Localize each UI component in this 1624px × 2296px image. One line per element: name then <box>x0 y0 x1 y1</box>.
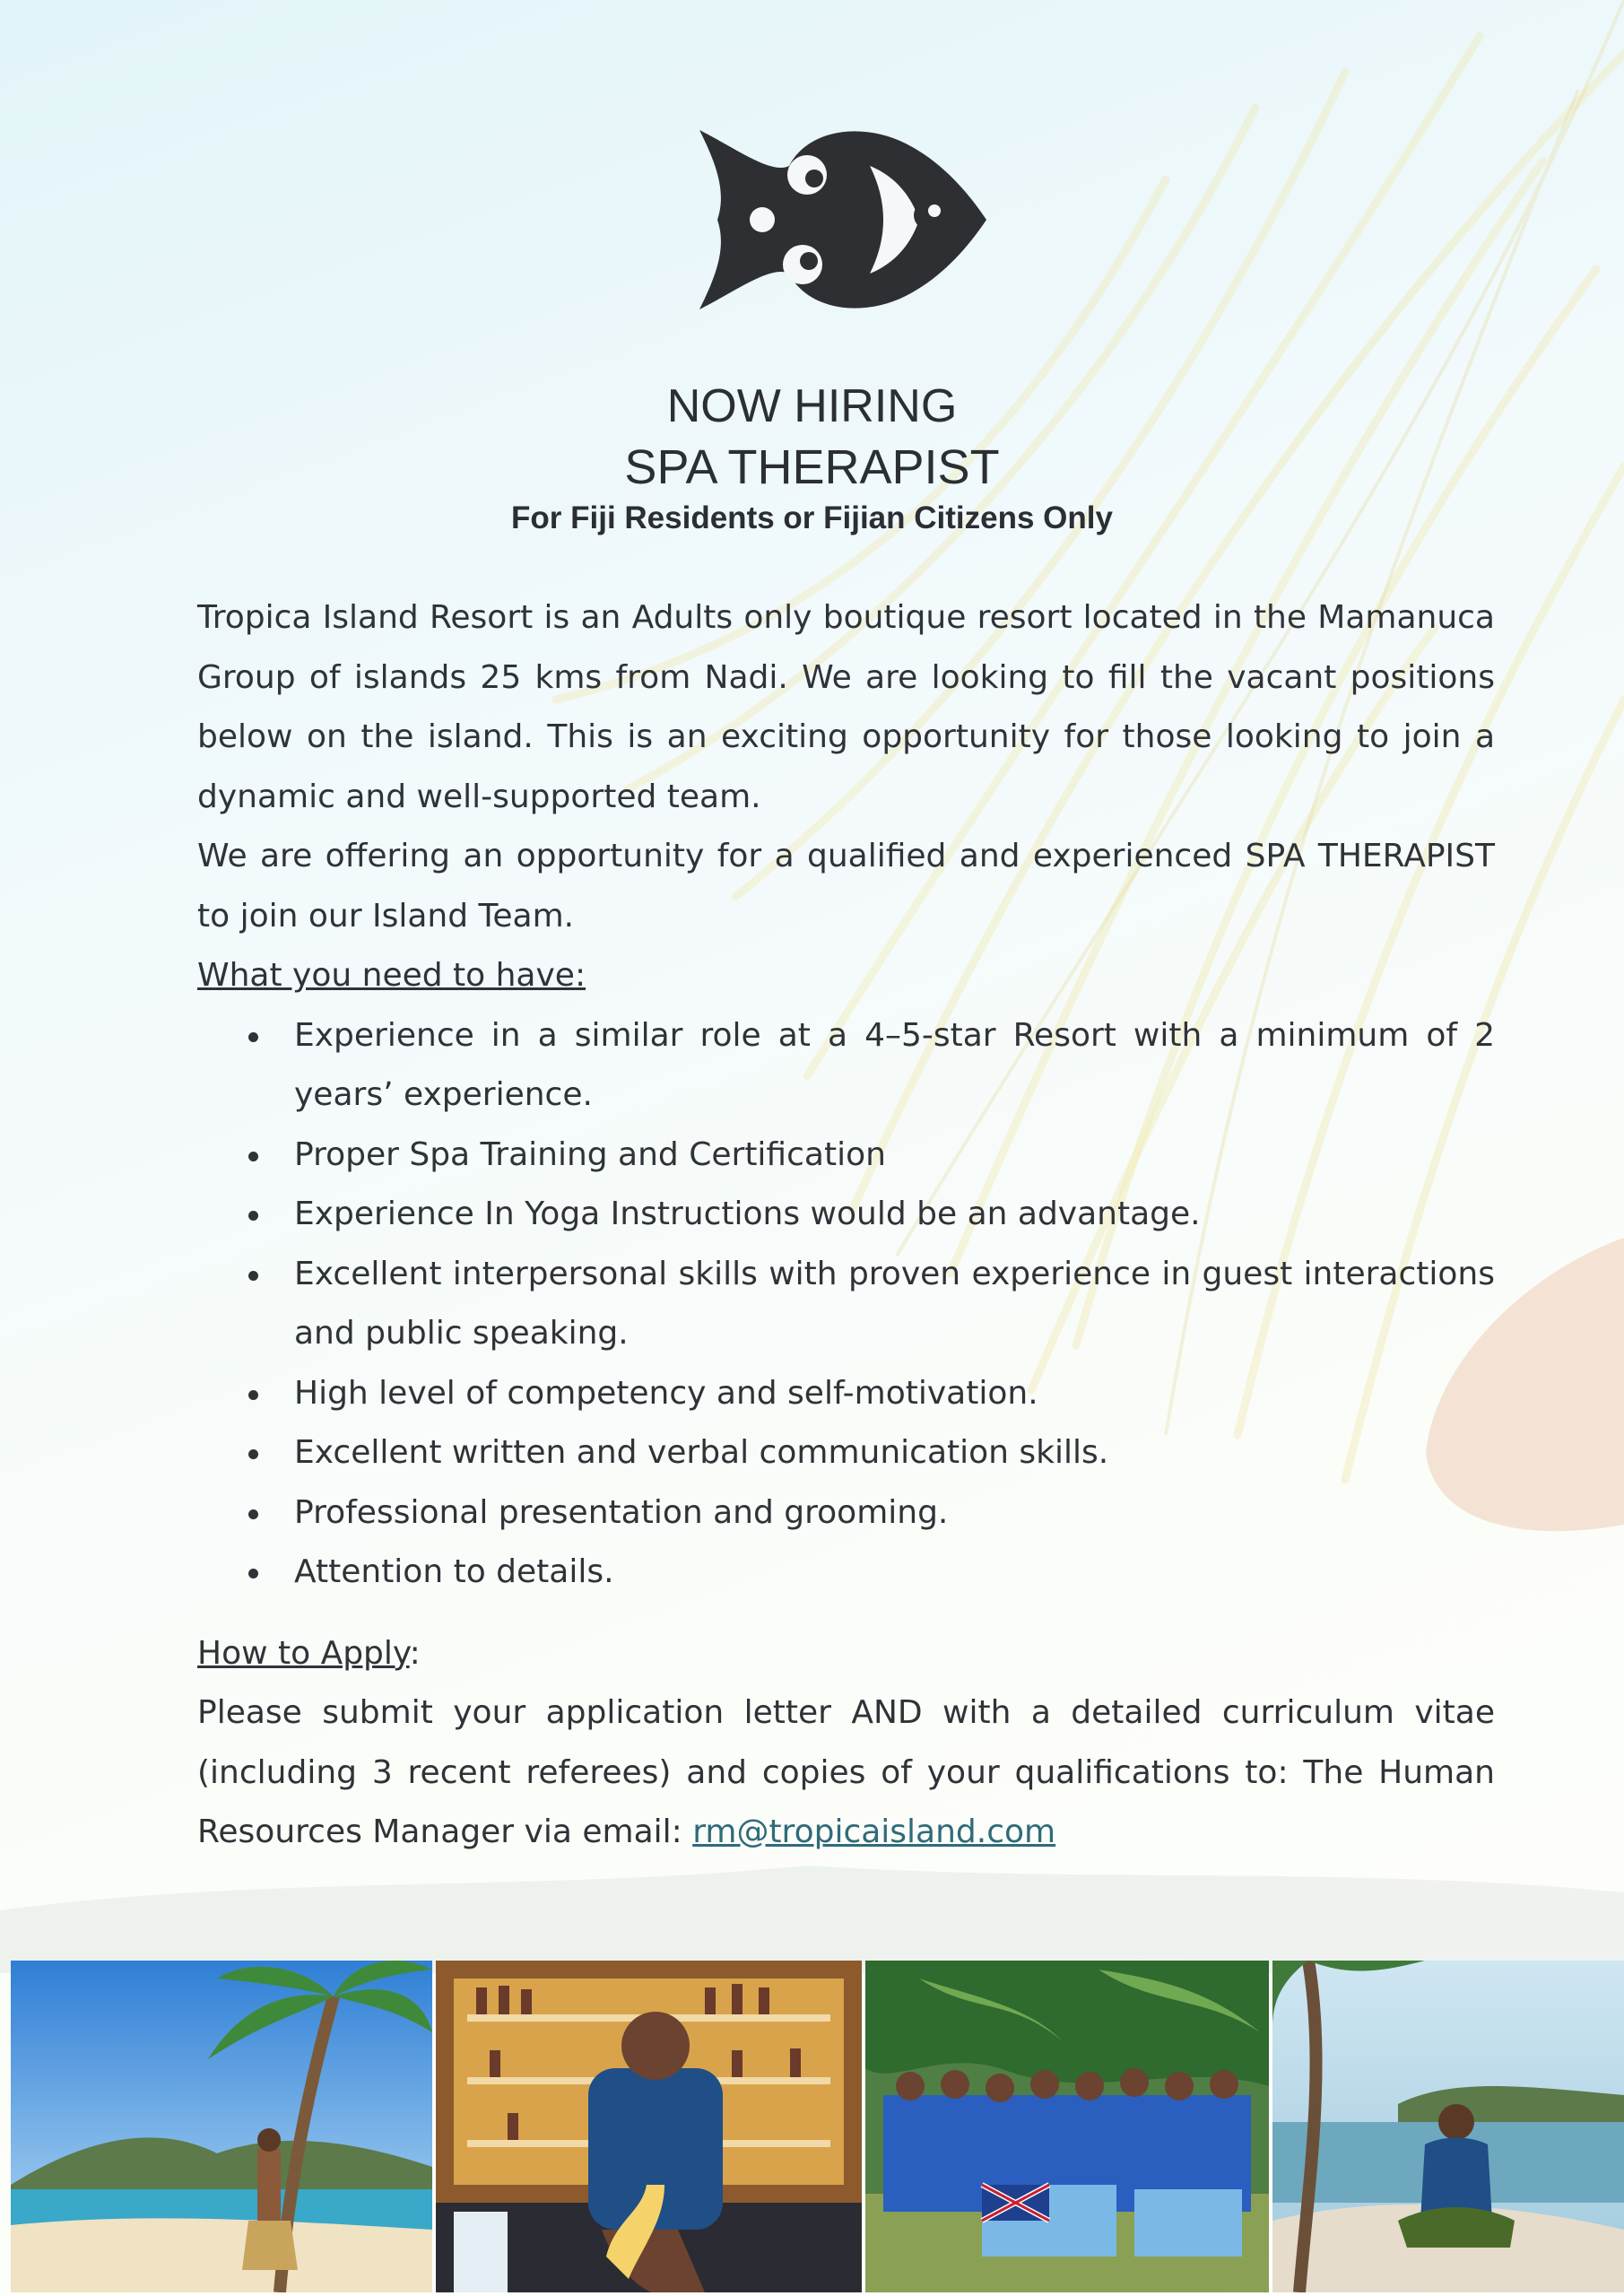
list-item: Excellent written and verbal communication skills. <box>197 1423 1495 1483</box>
intro-paragraph: Tropica Island Resort is an Adults only boutique resort located in the Mamanuca Group of islands 25 kms from Nadi. We are looking to fill the vacant positions below on the island. This is an exciting opportunity for those looking to join a dynamic and well-supported team. <box>197 599 1495 815</box>
staff-beach-photo <box>1272 1961 1624 2292</box>
bartender-photo <box>436 1961 862 2292</box>
job-description <box>197 588 1495 1863</box>
list-item: Excellent interpersonal skills with proven experience in guest interactions and public speaking. <box>197 1245 1495 1364</box>
beach-palm-photo <box>11 1961 432 2292</box>
list-item: Experience in a similar role at a 4–5-star Resort with a minimum of 2 years’ experience. <box>197 1006 1495 1126</box>
apply-heading-colon: : <box>409 1634 421 1672</box>
eligibility-note: For Fiji Residents or Fijian Citizens Only <box>511 500 1113 535</box>
apply-text: Please submit your application letter AND with a detailed curriculum vitae (including 3 recent referees) and copies of your qualifications to: The Human Resources Manager via email: <box>197 1694 1495 1850</box>
group-flags-photo <box>865 1961 1269 2292</box>
offer-paragraph: We are offering an opportunity for a qualified and experienced SPA THERAPIST to join our Island Team. <box>197 838 1495 935</box>
list-item: Proper Spa Training and Certification <box>197 1126 1495 1186</box>
apply-heading-line <box>197 1624 1495 1684</box>
requirements-list <box>197 1006 1495 1603</box>
apply-heading: How to Apply <box>197 1634 410 1672</box>
job-title: SPA THERAPIST <box>624 440 1000 494</box>
photo-strip <box>11 1961 1624 2292</box>
list-item: Attention to details. <box>197 1543 1495 1603</box>
fish-logo-icon <box>699 112 986 327</box>
list-item: High level of competency and self-motivation. <box>197 1364 1495 1424</box>
requirements-heading: What you need to have: <box>197 957 586 994</box>
email-link[interactable]: rm@tropicaisland.com <box>692 1813 1056 1850</box>
list-item: Experience In Yoga Instructions would be an advantage. <box>197 1185 1495 1245</box>
list-item: Professional presentation and grooming. <box>197 1483 1495 1544</box>
apply-instructions <box>197 1683 1495 1863</box>
hiring-headline: NOW HIRING <box>666 380 958 432</box>
